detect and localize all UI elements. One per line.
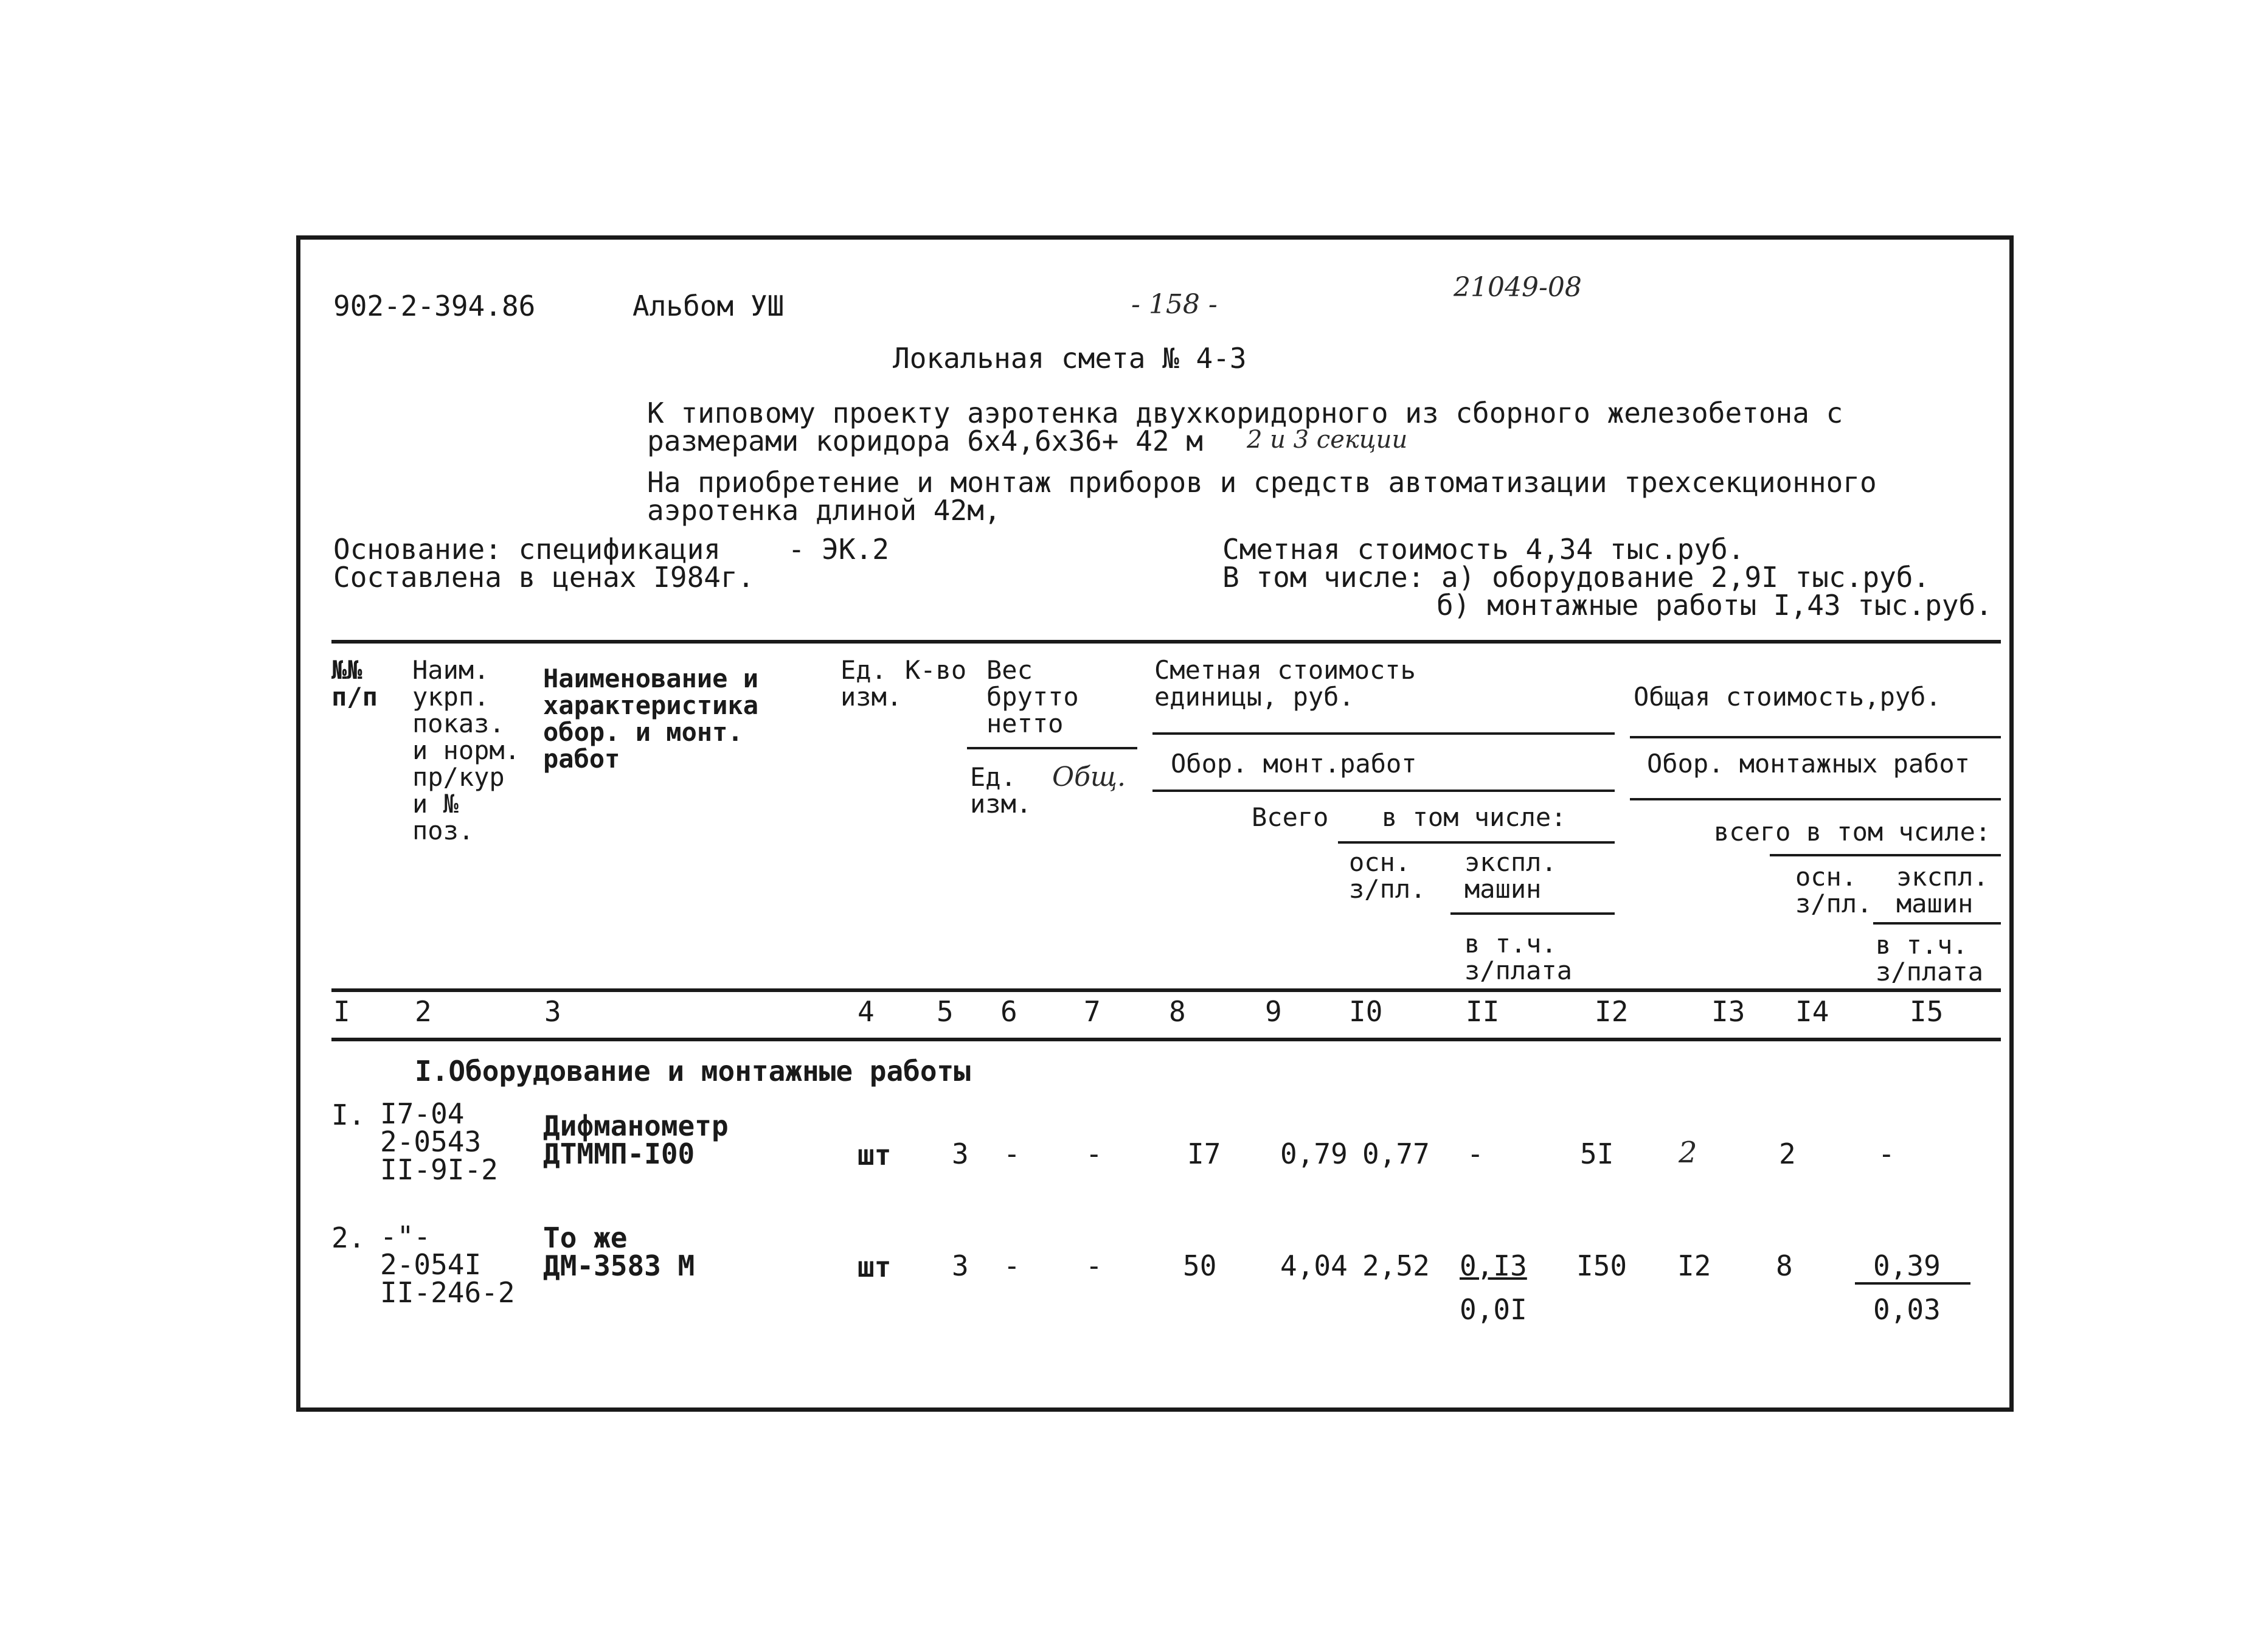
row-2-c15-fraction-rule — [1855, 1282, 1970, 1285]
row-1-unit: шт — [858, 1139, 892, 1171]
sections-note: 2 и 3 секции — [1247, 426, 1408, 454]
row-1-c13: 2 — [1679, 1136, 1697, 1170]
unit-split-rule — [1152, 790, 1615, 792]
album-label: Альбом УШ — [632, 290, 785, 322]
header-total-mach-wage: в т.ч. з/плата — [1876, 930, 1984, 987]
row-2-c9: 4,04 — [1280, 1249, 1348, 1282]
row-2-name: То же ДМ-3583 М — [543, 1221, 695, 1282]
header-col-4: Ед. изм. — [840, 655, 903, 712]
header-col-1: №№ п/п — [331, 655, 378, 712]
description-line-4: аэротенка длиной 42м, — [647, 494, 1001, 527]
row-2-c13: I2 — [1677, 1249, 1711, 1282]
header-col-2: Наим. укрп. показ. и норм. пр/кур и № поз. — [412, 655, 521, 845]
column-number: 6 — [1000, 995, 1017, 1028]
unit-cost-rule — [1152, 732, 1615, 735]
description-line-3: На приобретение и монтаж приборов и средств автоматизации трехсекционного — [647, 466, 1877, 499]
column-number: 8 — [1169, 995, 1186, 1028]
header-unit-total: Всего — [1252, 802, 1329, 832]
column-number: 4 — [858, 995, 875, 1028]
total-incl-rule — [1770, 854, 2001, 856]
row-2-qty: 3 — [952, 1249, 969, 1282]
row-2-c10: 2,52 — [1362, 1249, 1430, 1282]
header-col-6-7: Вес брутто нетто — [986, 655, 1079, 738]
column-number: I4 — [1795, 995, 1829, 1028]
row-2-unit: шт — [858, 1251, 892, 1283]
row-1-c12: 5I — [1580, 1137, 1614, 1170]
row-2-c11b: 0,0I — [1460, 1293, 1527, 1326]
header-total-split: Обор. монтажных работ — [1647, 749, 1970, 779]
description-line-2: размерами коридора 6х4,6х36+ 42 м — [647, 425, 1203, 457]
row-1-c15: - — [1878, 1137, 1895, 1170]
column-number: II — [1466, 995, 1500, 1028]
header-unit-cost: Сметная стоимость единицы, руб. — [1154, 655, 1416, 712]
header-total-incl: всего в том чсиле: — [1714, 817, 1991, 847]
column-number: I3 — [1711, 995, 1745, 1028]
row-2-num: 2. — [331, 1221, 366, 1254]
section-title: I.Оборудование и монтажные работы — [415, 1055, 971, 1088]
basis-line-1: Основание: спецификация - ЭК.2 — [333, 533, 889, 566]
row-1-qty: 3 — [952, 1137, 969, 1170]
weight-sub-rule — [967, 747, 1137, 749]
row-1-name: Дифманометр ДТММП-I00 — [543, 1109, 729, 1170]
table-top-rule — [331, 640, 2001, 644]
row-2-code: -"- 2-054I II-246-2 — [380, 1220, 515, 1309]
header-unit-mach-wage: в т.ч. з/плата — [1464, 929, 1573, 985]
row-1-weight-unit: - — [1003, 1137, 1021, 1170]
column-number: 2 — [415, 995, 432, 1028]
row-2-c12: I50 — [1576, 1249, 1627, 1282]
description-line-1: К типовому проекту аэротенка двухкоридорного из сборного железобетона с — [647, 397, 1843, 429]
column-number: 5 — [937, 995, 954, 1028]
row-1-weight-total: - — [1086, 1137, 1103, 1170]
row-1-num: I. — [331, 1098, 366, 1131]
row-1-c14: 2 — [1779, 1137, 1796, 1170]
row-2-c15b: 0,03 — [1873, 1293, 1941, 1326]
total-mach-rule — [1873, 922, 2001, 925]
unit-mach-rule — [1450, 912, 1615, 915]
row-2-c8: 50 — [1183, 1249, 1217, 1282]
total-cost-rule — [1630, 736, 2001, 738]
row-2-c14: 8 — [1776, 1249, 1793, 1282]
cost-line-3: б) монтажные работы I,43 тыс.руб. — [1436, 589, 1992, 622]
header-unit-split: Обор. монт.работ — [1171, 749, 1417, 779]
estimate-title: Локальная смета № 4-3 — [893, 342, 1247, 375]
header-bottom-rule — [331, 988, 2001, 992]
colnum-bottom-rule — [331, 1038, 2001, 1041]
header-col-5: К-во — [905, 655, 967, 685]
row-2-weight-unit: - — [1003, 1249, 1021, 1282]
row-2-c15: 0,39 — [1873, 1249, 1941, 1282]
row-1-c8: I7 — [1187, 1137, 1221, 1170]
cost-line-2: В том числе: а) оборудование 2,9I тыс.руб. — [1222, 561, 1930, 594]
header-col-6: Ед. изм. — [970, 762, 1032, 819]
header-col-3: Наименование и характеристика обор. и монт. работ — [543, 664, 759, 774]
project-number: 902-2-394.86 — [333, 290, 536, 322]
column-number: 9 — [1265, 995, 1282, 1028]
header-unit-incl: в том числе: — [1382, 802, 1567, 832]
archive-number: 21049-08 — [1454, 272, 1582, 303]
header-unit-base: осн. з/пл. — [1349, 847, 1426, 904]
header-unit-mach: экспл. машин — [1464, 847, 1557, 904]
header-total-cost: Общая стоимость,руб. — [1634, 682, 1941, 712]
row-2-c11: 0,I3 — [1460, 1249, 1527, 1282]
header-col-7: Общ. — [1052, 762, 1126, 793]
header-total-base: осн. з/пл. — [1795, 862, 1873, 918]
column-number: I2 — [1595, 995, 1629, 1028]
header-total-mach: экспл. машин — [1896, 862, 1989, 918]
column-number: 7 — [1084, 995, 1101, 1028]
row-1-code: I7-04 2-0543 II-9I-2 — [380, 1097, 498, 1186]
page-number: - 158 - — [1131, 289, 1218, 320]
row-1-c10: 0,77 — [1362, 1137, 1430, 1170]
cost-line-1: Сметная стоимость 4,34 тыс.руб. — [1222, 533, 1745, 566]
column-number: I — [333, 995, 350, 1028]
total-split-rule — [1630, 798, 2001, 800]
row-2-weight-total: - — [1086, 1249, 1103, 1282]
unit-incl-rule — [1338, 841, 1615, 844]
row-1-c9: 0,79 — [1280, 1137, 1348, 1170]
column-number: I5 — [1910, 995, 1944, 1028]
row-1-c11: - — [1467, 1137, 1484, 1170]
column-number: I0 — [1349, 995, 1383, 1028]
basis-line-2: Составлена в ценах I984г. — [333, 561, 755, 594]
column-number: 3 — [544, 995, 561, 1028]
